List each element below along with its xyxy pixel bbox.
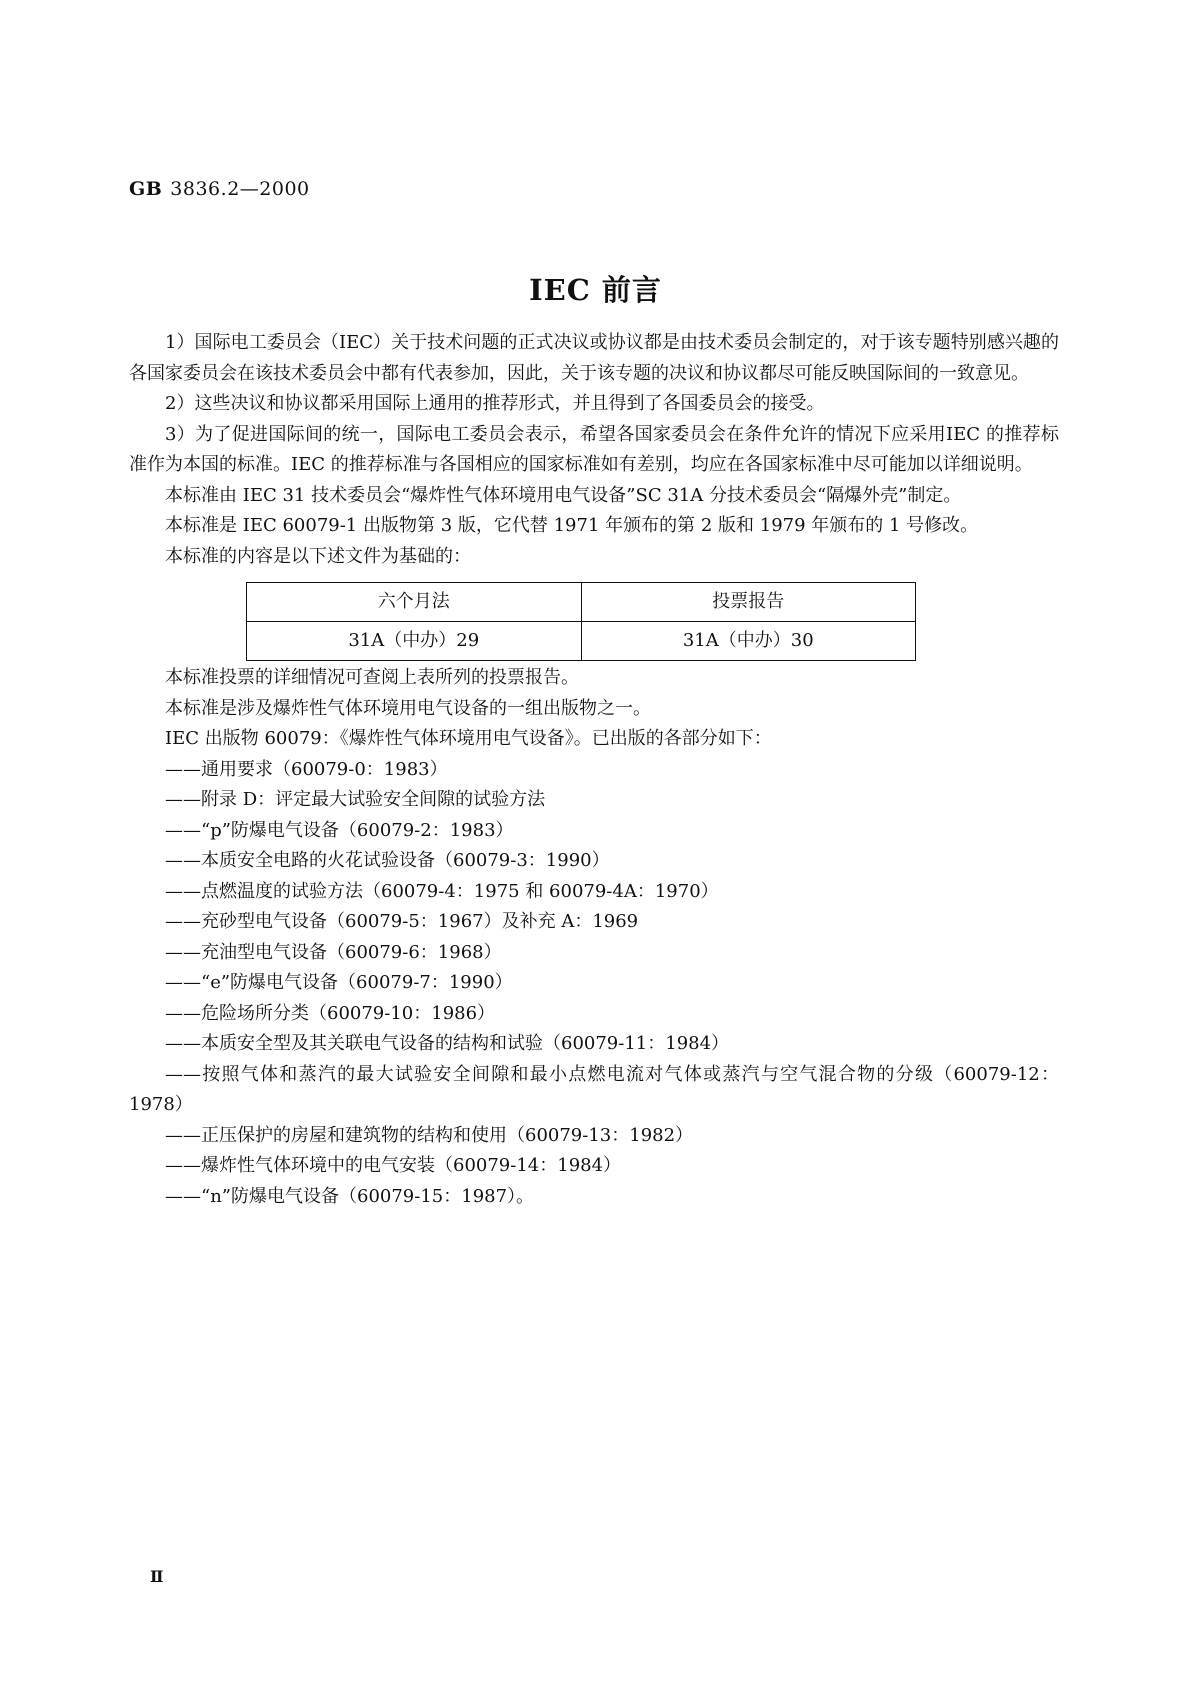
paragraph-5: 本标准是 IEC 60079-1 出版物第 3 版，它代替 1971 年颁布的第 2 版和 1979 年颁布的 1 号修改。 bbox=[165, 515, 979, 536]
page-number: Ⅱ bbox=[150, 1567, 164, 1586]
list-item: ——本质安全型及其关联电气设备的结构和试验（60079-11：1984） bbox=[165, 1033, 730, 1054]
paragraph-3: 3）为了促进国际间的统一，国际电工委员会表示，希望各国家委员会在条件允许的情况下应采用IEC 的推荐标准作为本国的标准。IEC 的推荐标准与各国相应的国家标准如有差别，均应在各国家标准中尽可能加以详细说明。 bbox=[129, 423, 1059, 475]
list-item: ——本质安全电路的火花试验设备（60079-3：1990） bbox=[165, 850, 610, 871]
paragraph-4: 本标准由 IEC 31 技术委员会“爆炸性气体环境用电气设备”SC 31A 分技术委员会“隔爆外壳”制定。 bbox=[165, 484, 962, 506]
paragraph-after-table-3: IEC 出版物 60079：《爆炸性气体环境用电气设备》。已出版的各部分如下： bbox=[165, 728, 772, 749]
table-row bbox=[247, 622, 916, 661]
document-header bbox=[129, 178, 310, 200]
table-cell: 31A（中办）29 bbox=[247, 622, 582, 661]
list-item: ——按照气体和蒸汽的最大试验安全间隙和最小点燃电流对气体或蒸汽与空气混合物的分级（60079-12：1978） bbox=[129, 1063, 1059, 1115]
list-item: ——充油型电气设备（60079-6：1968） bbox=[165, 941, 502, 963]
list-item: ——“e”防爆电气设备（60079-7：1990） bbox=[165, 972, 513, 993]
voting-table bbox=[246, 582, 916, 661]
paragraph-1: 1）国际电工委员会（IEC）关于技术问题的正式决议或协议都是由技术委员会制定的，对于该专题特别感兴趣的各国家委员会在该技术委员会中都有代表参加，因此，关于该专题的决议和协议都尽可能反映国际间的一致意见。 bbox=[129, 332, 1059, 384]
table-header-cell: 投票报告 bbox=[581, 583, 916, 622]
list-item: ——通用要求（60079-0：1983） bbox=[165, 758, 448, 780]
main-content bbox=[129, 328, 1059, 1212]
list-item: ——爆炸性气体环境中的电气安装（60079-14：1984） bbox=[165, 1155, 622, 1176]
table-header-row bbox=[247, 583, 916, 622]
paragraph-6: 本标准的内容是以下述文件为基础的： bbox=[165, 545, 471, 567]
list-item: ——充砂型电气设备（60079-5：1967）及补充 A：1969 bbox=[165, 911, 639, 932]
paragraph-after-table-1: 本标准投票的详细情况可查阅上表所列的投票报告。 bbox=[165, 667, 579, 688]
standard-prefix: GB bbox=[129, 178, 163, 200]
list-item: ——危险场所分类（60079-10：1986） bbox=[165, 1002, 496, 1024]
list-item: ——“n”防爆电气设备（60079-15：1987）。 bbox=[165, 1185, 535, 1207]
paragraph-2: 2）这些决议和协议都采用国际上通用的推荐形式，并且得到了各国委员会的接受。 bbox=[165, 393, 825, 414]
paragraph-after-table-2: 本标准是涉及爆炸性气体环境用电气设备的一组出版物之一。 bbox=[165, 697, 651, 719]
standard-number: 3836.2—2000 bbox=[170, 178, 310, 200]
page-title: IEC 前言 bbox=[529, 273, 662, 307]
list-item: ——“p”防爆电气设备（60079-2：1983） bbox=[165, 819, 514, 841]
parts-list bbox=[129, 755, 1059, 1213]
table-header-cell: 六个月法 bbox=[247, 583, 582, 622]
list-item: ——点燃温度的试验方法（60079-4：1975 和 60079-4A：1970） bbox=[165, 880, 719, 902]
list-item: ——附录 D：评定最大试验安全间隙的试验方法 bbox=[165, 789, 546, 810]
list-item: ——正压保护的房屋和建筑物的结构和使用（60079-13：1982） bbox=[165, 1124, 694, 1146]
table-cell: 31A（中办）30 bbox=[581, 622, 916, 661]
